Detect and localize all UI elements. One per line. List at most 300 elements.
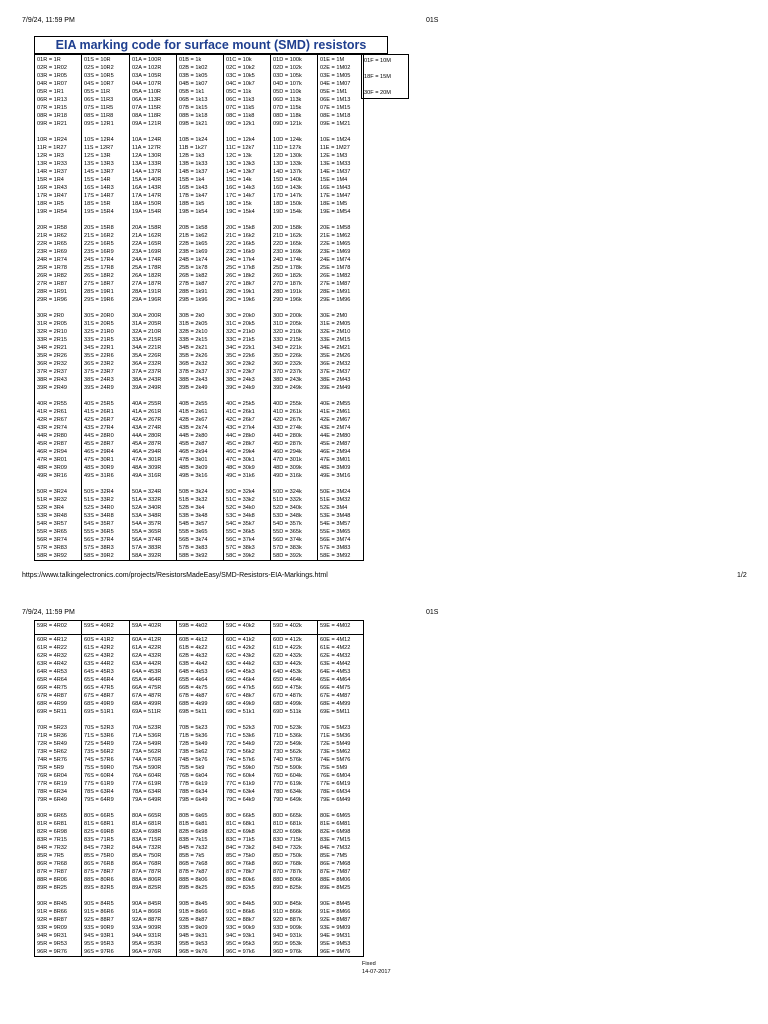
code-entry: 07D = 115k (273, 105, 302, 111)
code-entry: 48S = 30R9 (84, 465, 114, 471)
code-entry: 11C = 12k7 (226, 145, 255, 151)
code-entry: 83E = 7M15 (320, 837, 351, 843)
code-entry: 27B = 1k87 (179, 281, 208, 287)
code-entry: 30E = 2M0 (320, 313, 348, 319)
code-entry: 16R = 1R43 (37, 185, 68, 191)
code-entry: 83D = 715k (273, 837, 302, 843)
code-entry: 34E = 2M21 (320, 345, 351, 351)
code-entry: 91S = 86R6 (84, 909, 114, 915)
code-entry: 09R = 1R21 (37, 121, 68, 127)
code-entry: 54C = 35k7 (226, 521, 255, 527)
spacer (132, 804, 176, 812)
code-entry: 25A = 178R (132, 265, 162, 271)
code-entry: 60B = 4k12 (179, 637, 208, 643)
code-entry: 04A = 107R (132, 81, 162, 87)
code-entry: 89R = 8R25 (37, 885, 68, 891)
code-entry: 27C = 18k7 (226, 281, 255, 287)
code-entry: 42S = 26R7 (84, 417, 114, 423)
code-entry: 43R = 2R74 (37, 425, 68, 431)
code-entry: 22C = 16k5 (226, 241, 255, 247)
code-entry: 05A = 110R (132, 89, 161, 95)
code-entry: 89A = 825R (132, 885, 162, 891)
code-entry: 56B = 3k74 (179, 537, 208, 543)
code-entry: 71D = 536k (273, 733, 302, 739)
code-entry: 18E = 1M5 (320, 201, 348, 207)
code-entry: 39A = 249R (132, 385, 162, 391)
code-entry: 93C = 90k9 (226, 925, 255, 931)
code-entry: 34D = 221k (273, 345, 302, 351)
code-entry: 85C = 75k0 (226, 853, 255, 859)
code-entry: 57A = 383R (132, 545, 162, 551)
page2-print-date: 7/9/24, 11:59 PM (22, 609, 75, 616)
code-entry: 68E = 4M99 (320, 701, 351, 707)
code-entry: 76S = 60R4 (84, 773, 114, 779)
code-entry: 62D = 432k (273, 653, 302, 659)
spacer (84, 716, 129, 724)
code-entry: 58R = 3R92 (37, 553, 68, 559)
code-entry: 65E = 4M64 (320, 677, 351, 683)
code-entry: 50E = 3M24 (320, 489, 351, 495)
code-entry: 84B = 7k32 (179, 845, 208, 851)
code-entry: 68D = 499k (273, 701, 302, 707)
code-entry: 87B = 7k87 (179, 869, 208, 875)
code-entry: 59R = 4R02 (37, 623, 68, 629)
code-entry: 81B = 6k81 (179, 821, 208, 827)
code-entry: 28E = 1M91 (320, 289, 351, 295)
code-entry: 91R = 8R66 (37, 909, 68, 915)
spacer (273, 304, 317, 312)
code-entry: 59C = 40k2 (226, 623, 255, 629)
code-entry: 61S = 42R2 (84, 645, 114, 651)
spacer (84, 804, 129, 812)
code-entry: 49E = 3M16 (320, 473, 351, 479)
code-entry: 51A = 332R (132, 497, 162, 503)
code-entry: 82E = 6M98 (320, 829, 351, 835)
code-entry: 81A = 681R (132, 821, 162, 827)
code-entry: 47D = 301k (273, 457, 302, 463)
code-entry: 09E = 1M21 (320, 121, 351, 127)
code-entry: 42B = 2k67 (179, 417, 208, 423)
code-entry: 74E = 5M76 (320, 757, 351, 763)
code-entry: 33C = 21k5 (226, 337, 255, 343)
code-entry: 51E = 3M32 (320, 497, 351, 503)
code-entry: 29D = 196k (273, 297, 302, 303)
code-entry: 73S = 56R2 (84, 749, 114, 755)
code-entry: 63A = 442R (132, 661, 162, 667)
code-entry: 41R = 2R61 (37, 409, 68, 415)
code-column-3 (130, 635, 177, 957)
code-entry: 64B = 4k53 (179, 669, 208, 675)
spacer (320, 892, 363, 900)
code-entry: 44D = 280k (273, 433, 302, 439)
code-entry: 75D = 590k (273, 765, 302, 771)
code-entry: 78C = 63k4 (226, 789, 255, 795)
code-entry: 84S = 73R2 (84, 845, 114, 851)
code-entry: 65C = 46k4 (226, 677, 255, 683)
code-entry: 57C = 38k3 (226, 545, 255, 551)
code-entry: 18D = 150k (273, 201, 302, 207)
code-column-1 (35, 635, 82, 957)
code-entry: 73C = 56k2 (226, 749, 255, 755)
code-entry: 54E = 3M57 (320, 521, 351, 527)
code-entry: 12D = 130k (273, 153, 302, 159)
code-entry: 96E = 9M76 (320, 949, 351, 955)
code-entry: 54B = 3k57 (179, 521, 208, 527)
code-entry: 18A = 150R (132, 201, 162, 207)
code-entry: 55E = 3M65 (320, 529, 351, 535)
code-entry: 43D = 274k (273, 425, 302, 431)
code-entry: 80D = 665k (273, 813, 302, 819)
code-entry: 03B = 1k05 (179, 73, 208, 79)
code-entry: 94S = 93R1 (84, 933, 114, 939)
code-entry: 19A = 154R (132, 209, 162, 215)
code-entry: 27S = 18R7 (84, 281, 114, 287)
code-entry: 55A = 365R (132, 529, 162, 535)
code-entry: 14R = 1R37 (37, 169, 68, 175)
code-entry: 58B = 3k92 (179, 553, 208, 559)
code-entry: 06D = 113k (273, 97, 302, 103)
code-entry: 02C = 10k2 (226, 65, 255, 71)
code-entry: 72A = 549R (132, 741, 162, 747)
code-entry: 38E = 2M43 (320, 377, 351, 383)
code-entry: 46B = 2k94 (179, 449, 208, 455)
code-entry: 67D = 487k (273, 693, 302, 699)
code-entry: 30B = 2k0 (179, 313, 205, 319)
code-column-1 (35, 55, 82, 561)
code-entry: 20C = 15k8 (226, 225, 255, 231)
code-entry: 11D = 127k (273, 145, 302, 151)
code-entry: 67A = 487R (132, 693, 162, 699)
code-entry: 28C = 19k1 (226, 289, 255, 295)
code-entry: 76A = 604R (132, 773, 162, 779)
code-entry: 03R = 1R05 (37, 73, 68, 79)
code-entry: 61B = 4k22 (179, 645, 208, 651)
page-title: EIA marking code for surface mount (SMD) resistors (34, 36, 388, 54)
code-entry: 07S = 11R5 (84, 105, 114, 111)
code-entry: 13D = 133k (273, 161, 302, 167)
code-entry: 92D = 887k (273, 917, 302, 923)
code-entry: 46D = 294k (273, 449, 302, 455)
code-entry: 23R = 1R69 (37, 249, 68, 255)
top-row-cell (35, 621, 82, 635)
code-entry: 23B = 1k69 (179, 249, 208, 255)
code-entry: 74B = 5k76 (179, 757, 208, 763)
code-entry: 82D = 698k (273, 829, 302, 835)
code-entry: 21S = 16R2 (84, 233, 114, 239)
spacer (226, 392, 270, 400)
code-entry: 64R = 4R53 (37, 669, 68, 675)
code-entry: 07R = 1R15 (37, 105, 68, 111)
code-entry: 50B = 3k24 (179, 489, 208, 495)
code-entry: 41B = 2k61 (179, 409, 208, 415)
code-entry: 63C = 44k2 (226, 661, 255, 667)
code-entry: 72R = 5R49 (37, 741, 68, 747)
code-entry: 96S = 97R6 (84, 949, 114, 955)
code-entry: 50D = 324k (273, 489, 302, 495)
spacer (226, 216, 270, 224)
code-entry: 22R = 1R65 (37, 241, 68, 247)
spacer (273, 480, 317, 488)
code-entry: 58E = 3M92 (320, 553, 351, 559)
code-entry: 72C = 54k9 (226, 741, 255, 747)
code-entry: 71C = 53k6 (226, 733, 255, 739)
code-entry: 60E = 4M12 (320, 637, 351, 643)
code-entry: 77S = 61R9 (84, 781, 114, 787)
code-entry: 80S = 66R5 (84, 813, 114, 819)
code-entry: 74D = 576k (273, 757, 302, 763)
code-entry: 06A = 113R (132, 97, 161, 103)
code-entry: 46A = 294R (132, 449, 162, 455)
code-entry: 47A = 301R (132, 457, 162, 463)
code-entry: 14A = 137R (132, 169, 162, 175)
code-entry: 61E = 4M22 (320, 645, 351, 651)
spacer (273, 892, 317, 900)
page1-footer-url[interactable]: https://www.talkingelectronics.com/projects/ResistorsMadeEasy/SMD-Resistors-EIA-Markings.html (22, 572, 328, 579)
code-column-6 (271, 635, 318, 957)
spacer (84, 480, 129, 488)
code-entry: 82R = 6R98 (37, 829, 68, 835)
code-entry: 73A = 562R (132, 749, 162, 755)
code-entry: 06B = 1k13 (179, 97, 208, 103)
code-entry: 26C = 18k2 (226, 273, 255, 279)
code-entry: 64S = 45R3 (84, 669, 114, 675)
code-entry: 19S = 15R4 (84, 209, 114, 215)
code-entry: 34R = 2R21 (37, 345, 68, 351)
code-entry: 80A = 665R (132, 813, 162, 819)
code-entry: 37R = 2R37 (37, 369, 68, 375)
code-entry: 74C = 57k6 (226, 757, 255, 763)
code-entry: 39C = 24k9 (226, 385, 255, 391)
code-entry: 90D = 845k (273, 901, 302, 907)
code-entry: 93B = 9k09 (179, 925, 208, 931)
code-entry: 78S = 63R4 (84, 789, 114, 795)
code-entry: 15B = 1k4 (179, 177, 205, 183)
code-entry: 42E = 2M67 (320, 417, 351, 423)
code-entry: 55S = 36R5 (84, 529, 114, 535)
code-entry: 39B = 2k49 (179, 385, 208, 391)
code-entry: 74A = 576R (132, 757, 162, 763)
code-column-2 (82, 55, 130, 561)
code-entry: 40B = 2k55 (179, 401, 208, 407)
code-entry: 38R = 2R43 (37, 377, 68, 383)
top-row-cell (82, 621, 130, 635)
code-entry: 45C = 28k7 (226, 441, 255, 447)
spacer (226, 804, 270, 812)
code-entry: 26A = 182R (132, 273, 162, 279)
code-entry: 08D = 118k (273, 113, 302, 119)
spacer (37, 892, 81, 900)
code-entry: 93S = 90R9 (84, 925, 114, 931)
spacer (37, 480, 81, 488)
code-entry: 17A = 147R (132, 193, 162, 199)
spacer (273, 128, 317, 136)
code-entry: 69C = 51k1 (226, 709, 255, 715)
code-entry: 89E = 8M25 (320, 885, 351, 891)
spacer (320, 304, 363, 312)
code-entry: 91E = 8M66 (320, 909, 351, 915)
fixed-note-label: Fixed (362, 961, 376, 967)
code-entry: 89S = 82R5 (84, 885, 114, 891)
code-entry: 09S = 12R1 (84, 121, 114, 127)
code-entry: 08C = 11k8 (226, 113, 255, 119)
code-entry: 24D = 174k (273, 257, 302, 263)
code-entry: 45B = 2k87 (179, 441, 208, 447)
code-entry: 13S = 13R3 (84, 161, 114, 167)
code-entry: 21D = 162k (273, 233, 302, 239)
code-entry: 20R = 1R58 (37, 225, 68, 231)
code-entry: 84A = 732R (132, 845, 162, 851)
code-entry: 85R = 7R5 (37, 853, 64, 859)
code-entry: 39E = 2M49 (320, 385, 351, 391)
code-entry: 23E = 1M69 (320, 249, 351, 255)
code-entry: 59S = 40R2 (84, 623, 114, 629)
code-entry: 32C = 21k0 (226, 329, 255, 335)
code-entry: 87D = 787k (273, 869, 302, 875)
top-row-cell (130, 621, 177, 635)
eia-code-table-page1 (34, 54, 364, 561)
code-entry: 76E = 6M04 (320, 773, 351, 779)
code-entry: 19E = 1M54 (320, 209, 351, 215)
code-entry: 02D = 102k (273, 65, 302, 71)
code-entry: 26R = 1R82 (37, 273, 68, 279)
code-entry: 66B = 4k75 (179, 685, 208, 691)
code-entry: 28D = 191k (273, 289, 302, 295)
code-entry: 81D = 681k (273, 821, 302, 827)
code-column-5 (224, 635, 271, 957)
code-entry: 39S = 24R9 (84, 385, 114, 391)
code-entry: 90C = 84k5 (226, 901, 255, 907)
code-entry: 12R = 1R3 (37, 153, 64, 159)
code-entry: 54D = 357k (273, 521, 302, 527)
code-entry: 75A = 590R (132, 765, 162, 771)
code-entry: 95S = 95R3 (84, 941, 114, 947)
code-entry: 13R = 1R33 (37, 161, 68, 167)
code-entry: 46S = 29R4 (84, 449, 114, 455)
code-entry: 52S = 34R0 (84, 505, 114, 511)
code-entry: 86C = 76k8 (226, 861, 255, 867)
code-entry: 63S = 44R2 (84, 661, 114, 667)
code-entry: 19R = 1R54 (37, 209, 68, 215)
code-entry: 49D = 316k (273, 473, 302, 479)
code-entry: 31R = 2R05 (37, 321, 68, 327)
code-entry: 23C = 16k9 (226, 249, 255, 255)
code-entry: 30R = 2R0 (37, 313, 64, 319)
spacer (226, 304, 270, 312)
code-entry: 79E = 6M49 (320, 797, 351, 803)
code-entry: 25R = 1R78 (37, 265, 68, 271)
code-entry: 71A = 536R (132, 733, 162, 739)
code-entry: 60A = 412R (132, 637, 162, 643)
code-entry: 16A = 143R (132, 185, 162, 191)
code-entry: 08E = 1M18 (320, 113, 351, 119)
code-column-3 (130, 55, 177, 561)
code-entry: 14E = 1M37 (320, 169, 351, 175)
code-entry: 73B = 5k62 (179, 749, 208, 755)
code-entry: 92B = 8k87 (179, 917, 208, 923)
code-entry: 48A = 309R (132, 465, 162, 471)
code-entry: 01D = 100k (273, 57, 302, 63)
code-entry: 16E = 1M43 (320, 185, 351, 191)
code-entry: 18C = 15k (226, 201, 252, 207)
code-entry: 91C = 86k6 (226, 909, 255, 915)
code-entry: 24R = 1R74 (37, 257, 68, 263)
code-entry: 34B = 2k21 (179, 345, 208, 351)
code-entry: 55B = 3k65 (179, 529, 208, 535)
code-entry: 09B = 1k21 (179, 121, 208, 127)
code-entry: 04S = 10R7 (84, 81, 114, 87)
code-entry: 42A = 267R (132, 417, 162, 423)
code-entry: 95R = 9R53 (37, 941, 68, 947)
spacer (273, 392, 317, 400)
code-entry: 30A = 200R (132, 313, 162, 319)
spacer (226, 128, 270, 136)
code-entry: 33A = 215R (132, 337, 162, 343)
code-entry: 49A = 316R (132, 473, 162, 479)
code-entry: 86S = 76R8 (84, 861, 114, 867)
code-entry: 73E = 5M62 (320, 749, 351, 755)
code-entry: 94A = 931R (132, 933, 162, 939)
code-entry: 31B = 2k05 (179, 321, 208, 327)
code-entry: 58D = 392k (273, 553, 302, 559)
code-entry: 38B = 2k43 (179, 377, 208, 383)
spacer (179, 804, 223, 812)
code-entry: 85D = 750k (273, 853, 302, 859)
code-entry: 92S = 88R7 (84, 917, 114, 923)
code-entry: 35B = 2k26 (179, 353, 208, 359)
code-column-2 (82, 635, 130, 957)
spacer (132, 216, 176, 224)
code-entry: 76C = 60k4 (226, 773, 255, 779)
code-entry: 65A = 464R (132, 677, 162, 683)
spacer (320, 392, 363, 400)
code-entry: 96C = 97k6 (226, 949, 255, 955)
code-entry: 35A = 226R (132, 353, 162, 359)
code-entry: 20S = 15R8 (84, 225, 114, 231)
code-entry: 13E = 1M33 (320, 161, 351, 167)
code-entry: 64E = 4M53 (320, 669, 351, 675)
code-entry: 20B = 1k58 (179, 225, 208, 231)
code-entry: 44B = 2k80 (179, 433, 208, 439)
code-entry: 67B = 4k87 (179, 693, 208, 699)
code-entry: 38S = 24R3 (84, 377, 114, 383)
code-entry: 51B = 3k32 (179, 497, 208, 503)
code-entry: 74S = 57R6 (84, 757, 114, 763)
code-entry: 71R = 5R36 (37, 733, 68, 739)
spacer (179, 480, 223, 488)
spacer (132, 304, 176, 312)
code-entry: 05D = 110k (273, 89, 302, 95)
spacer (179, 216, 223, 224)
code-entry: 91B = 8k66 (179, 909, 208, 915)
code-entry: 79B = 6k49 (179, 797, 208, 803)
code-entry: 48R = 3R09 (37, 465, 68, 471)
code-entry: 61A = 422R (132, 645, 162, 651)
code-entry: 74R = 5R76 (37, 757, 68, 763)
code-entry: 59D = 402k (273, 623, 302, 629)
code-entry: 47S = 30R1 (84, 457, 114, 463)
spacer (132, 480, 176, 488)
code-entry: 86D = 768k (273, 861, 302, 867)
code-entry: 18S = 15R (84, 201, 111, 207)
code-entry: 08A = 118R (132, 113, 161, 119)
code-entry: 04B = 1k07 (179, 81, 208, 87)
code-entry: 44A = 280R (132, 433, 162, 439)
spacer (273, 216, 317, 224)
code-entry: 19C = 15k4 (226, 209, 255, 215)
code-entry: 42C = 26k7 (226, 417, 255, 423)
spacer (37, 804, 81, 812)
spacer (179, 392, 223, 400)
